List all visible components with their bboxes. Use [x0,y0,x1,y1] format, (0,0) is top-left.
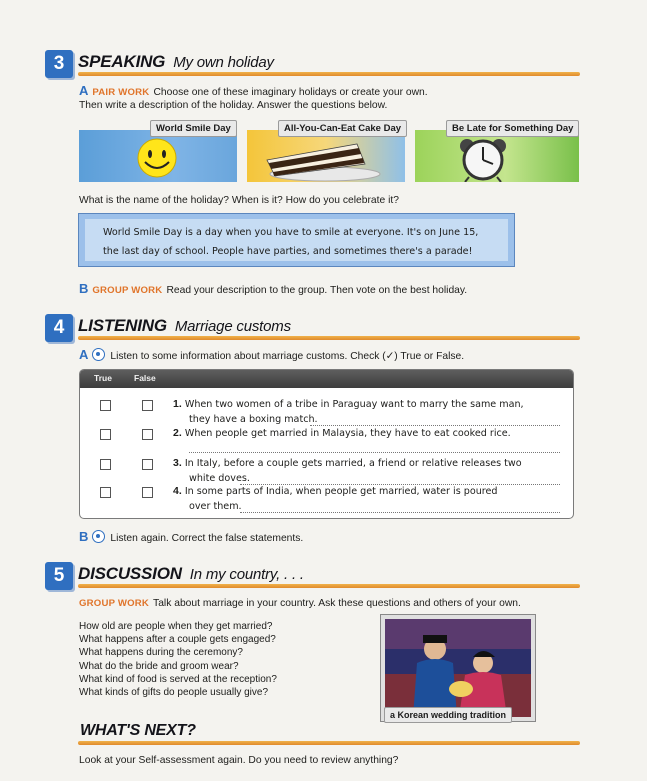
cake-day-picture [247,130,405,182]
speaking-a-instructions [79,84,428,100]
list-item: What happens during the ceremony? [79,647,243,659]
discussion-tag: GROUP WORK [79,598,150,609]
alarm-clock-icon [415,130,579,182]
list-item: How old are people when they get married? [79,621,273,632]
section-3-rule [78,72,580,76]
list-item: What kinds of gifts do people usually give? [79,687,268,699]
world-smile-day-picture [79,130,237,182]
table-header [80,370,573,388]
korean-wedding-photo [380,614,536,722]
speaking-b-tag: GROUP WORK [92,285,163,296]
listening-b-instructions [79,530,303,546]
item-1-true-checkbox[interactable] [100,400,111,411]
listening-a-text: Listen to some information about marriage customs. Check (✓) True or False. [110,351,465,362]
section-5-title-text: DISCUSSION [78,564,182,583]
column-false: False [134,373,156,383]
whats-next-title: WHAT'S NEXT? [80,722,196,739]
section-3-subtitle: My own holiday [173,54,274,71]
audio-icon[interactable] [92,348,105,361]
holiday-label-smile: World Smile Day [150,120,237,137]
speaking-question: What is the name of the holiday? When is it? How do you celebrate it? [79,195,399,206]
section-5-rule [78,584,580,588]
section-3-number: 3 [45,50,73,78]
discussion-questions [79,620,277,699]
speaking-a-line2: Then write a description of the holiday. Answer the questions below. [79,100,388,111]
list-item [173,484,498,499]
item-3-true-checkbox[interactable] [100,459,111,470]
item-number: 4. [173,485,182,497]
discussion-instructions [79,597,521,611]
section-3-title [78,52,274,72]
item-1-line2: they have a boxing match. [189,414,318,425]
cake-icon [247,130,405,182]
speaking-a-letter: A [79,83,89,98]
item-line1: When two women of a tribe in Paraguay want to marry the same man, [184,399,524,410]
sample-description-box [78,213,515,267]
photo-caption: a Korean wedding tradition [384,707,512,723]
item-3-false-checkbox[interactable] [142,459,153,470]
holiday-label-late: Be Late for Something Day [446,120,579,137]
sample-description-line1: World Smile Day is a day when you have to smile at everyone. It's on June 15, [103,227,479,238]
holiday-label-cake: All-You-Can-Eat Cake Day [278,120,407,137]
item-number: 2. [173,427,182,439]
item-2-true-checkbox[interactable] [100,429,111,440]
item-1-false-checkbox[interactable] [142,400,153,411]
item-4-false-checkbox[interactable] [142,487,153,498]
list-item: What kind of food is served at the reception? [79,673,277,685]
list-item: What do the bride and groom wear? [79,660,239,672]
item-4-line2: over them. [189,501,242,512]
listening-b-text: Listen again. Correct the false statements. [110,533,304,544]
audio-icon[interactable] [92,530,105,543]
speaking-b-instructions [79,282,467,298]
listening-a-instructions [79,348,464,364]
item-4-true-checkbox[interactable] [100,487,111,498]
item-line1: In some parts of India, when people get married, water is poured [184,486,498,497]
section-4-title-text: LISTENING [78,316,167,335]
listening-a-letter: A [79,347,89,362]
section-4-rule [78,336,580,340]
section-4-title [78,316,291,336]
answer-line [189,452,560,453]
speaking-b-text: Read your description to the group. Then vote on the best holiday. [166,285,468,296]
be-late-day-picture [415,130,579,182]
list-item: What happens after a couple gets engaged? [79,634,276,646]
list-item [173,426,511,441]
section-5-number: 5 [45,562,73,590]
sample-description-line2: the last day of school. People have parties, and sometimes there's a parade! [103,246,473,257]
list-item [173,456,522,471]
whats-next-text: Look at your Self-assessment again. Do you need to review anything? [79,755,399,766]
listening-b-letter: B [79,529,89,544]
speaking-b-letter: B [79,281,89,296]
whats-next-rule [78,741,580,745]
section-4-subtitle: Marriage customs [174,318,291,335]
smiley-face-icon [79,130,237,182]
discussion-intro: Talk about marriage in your country. Ask these questions and others of your own. [153,598,521,609]
sample-description [85,219,508,261]
item-2-false-checkbox[interactable] [142,429,153,440]
true-false-table [79,369,574,519]
section-4-number: 4 [45,314,73,342]
section-5-subtitle: In my country, . . . [189,566,304,583]
item-3-line2: white doves. [189,473,250,484]
section-3-title-text: SPEAKING [78,52,166,71]
item-line1: When people get married in Malaysia, they have to eat cooked rice. [184,428,511,439]
list-item [173,397,524,412]
speaking-a-line1: Choose one of these imaginary holidays or create your own. [153,87,428,98]
answer-line [240,512,560,513]
section-5-title [78,564,304,584]
wedding-couple-picture [385,619,531,717]
item-number: 3. [173,457,182,469]
speaking-a-tag: PAIR WORK [92,87,150,98]
column-true: True [94,373,112,383]
item-line1: In Italy, before a couple gets married, a friend or relative releases two [184,458,522,469]
item-number: 1. [173,398,182,410]
